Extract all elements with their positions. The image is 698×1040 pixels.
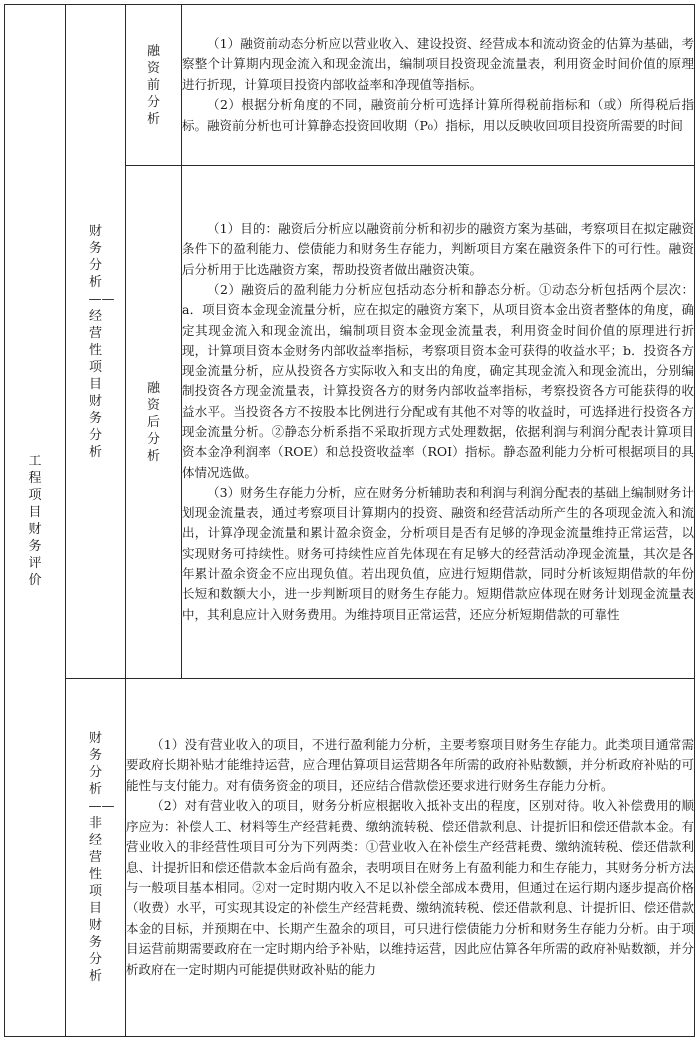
paragraph: （2）对有营业收入的项目，财务分析应根据收入抵补支出的程度，区别对待。收入补偿费用的顺序应为：补偿人工、材料等生产经营耗费、缴纳流转税、偿还借款利息、计提折旧和偿还借款本金。有营业收入的非经营性项目可分为下列两类：①营业收入在补偿生产经营耗费、缴纳流转税、偿还借款利息、计提折旧和偿还借款本金后尚有盈余，表明项目在财务上有盈利能力和生存能力，其财务分析方法与一般项目基本相同。②对一定时期内收入不足以补偿全部成本费用，但通过在运行期内逐步提高价格（收费）水平，可实现其设定的补偿生产经营耗费、缴纳流转税、偿还借款利息、计提折旧、偿还借款本金的目标，并预期在中、长期产生盈余的项目，可只进行偿债能力分析和财务生存能力分析。由于项目运营前期需要政府在一定时期内给予补贴，以维持运营，因此应估算各年所需的政府补贴数额，并分析政府在一定时期内可能提供财政补贴的能力 [126, 798, 694, 977]
paragraph: （2）融资后的盈利能力分析应包括动态分析和静态分析。①动态分析包括两个层次：a．项目资本金现金流量分析，应在拟定的融资方案下，从项目资本金出资者整体的角度，确定其现金流入和现金流出，编制项目资本金现金流量表，利用资金时间价值的原理进行折现，计算项目资本金财务内部收益率指标，考察项目资本金可获得的收益水平；b．投资各方现金流量分析，应从投资各方实际收入和支出的角度，确定其现金流入和现金流出，分别编制投资各方现金流量表，计算投资各方的财务内部收益率指标，考察投资各方可能获得的收益水平。当投资各方不按股本比例进行分配或有其他不对等的收益时，可选择进行投资各方现金流量分析。②静态分析系指不采取折现方式处理数据，依据利润与利润分配表计算项目资本金净利润率（ROE）和总投资收益率（ROI）指标。静态盈利能力分析可根据项目的具体情况选做。 [182, 281, 694, 480]
paragraph: （1）目的：融资后分析应以融资前分析和初步的融资方案为基础，考察项目在拟定融资条件下的盈利能力、偿债能力和财务生存能力，判断项目方案在融资条件下的可行性。融资后分析用于比选融资方案，帮助投资者做出融资决策。 [182, 221, 694, 277]
section-operating-label: 财务分析——经营性项目财务分析 [88, 223, 115, 460]
section-non-operating-cell [66, 679, 126, 1037]
subsection-pre-financing-cell [126, 5, 182, 166]
evaluation-table [4, 4, 695, 1037]
section-non-operating-label: 财务分析——非经营性项目财务分析 [88, 731, 115, 984]
paragraph: （1）融资前动态分析应以营业收入、建设投资、经营成本和流动资金的估算为基础，考察整个计算期内现金流入和现金流出，编制项目投资现金流量表，利用资金时间价值的原理进行折现，计算项目投资内部收益率和净现值等指标。 [182, 35, 694, 92]
outer-category-cell [5, 5, 66, 1037]
row-non-operating [5, 679, 695, 1037]
paragraph: （1）没有营业收入的项目，不进行盈利能力分析，主要考察项目财务生存能力。此类项目通常需要政府长期补贴才能维持运营，应合理估算项目运营期各年所需的政府补贴数额，并分析政府补贴的可能性与支付能力。对有债务资金的项目，还应结合借款偿还要求进行财务生存能力分析。 [126, 737, 694, 793]
outer-category-label: 工程项目财务评价 [28, 453, 42, 588]
non-operating-content [126, 679, 695, 1037]
paragraph: （2）根据分析角度的不同，融资前分析可选择计算所得税前指标和（或）所得税后指标。融资前分析也可计算静态投资回收期（P₀）指标，用以反映收回项目投资所需要的时间 [182, 97, 694, 133]
post-financing-content [182, 166, 695, 679]
row-pre-financing [5, 5, 695, 166]
subsection-post-financing-cell [126, 166, 182, 679]
section-operating-cell [66, 5, 126, 679]
subsection-post-financing-label: 融资后分析 [146, 380, 160, 464]
subsection-pre-financing-label: 融资前分析 [146, 43, 160, 127]
paragraph: （3）财务生存能力分析，应在财务分析辅助表和利润与利润分配表的基础上编制财务计划现金流量表，通过考察项目计算期内的投资、融资和经营活动所产生的各项现金流入和流出，计算净现金流量和累计盈余资金，分析项目是否有足够的净现金流量维持正常运营，以实现财务可持续性。财务可持续性应首先体现在有足够大的经营活动净现金流量，其次是各年累计盈余资金不应出现负值。若出现负值，应进行短期借款，同时分析该短期借款的年份长短和数额大小，进一步判断项目的财务生存能力。短期借款应体现在财务计划现金流量表中，其利息应计入财务费用。为维持项目正常运营，还应分析短期借款的可靠性 [182, 484, 694, 622]
pre-financing-content [182, 5, 695, 166]
